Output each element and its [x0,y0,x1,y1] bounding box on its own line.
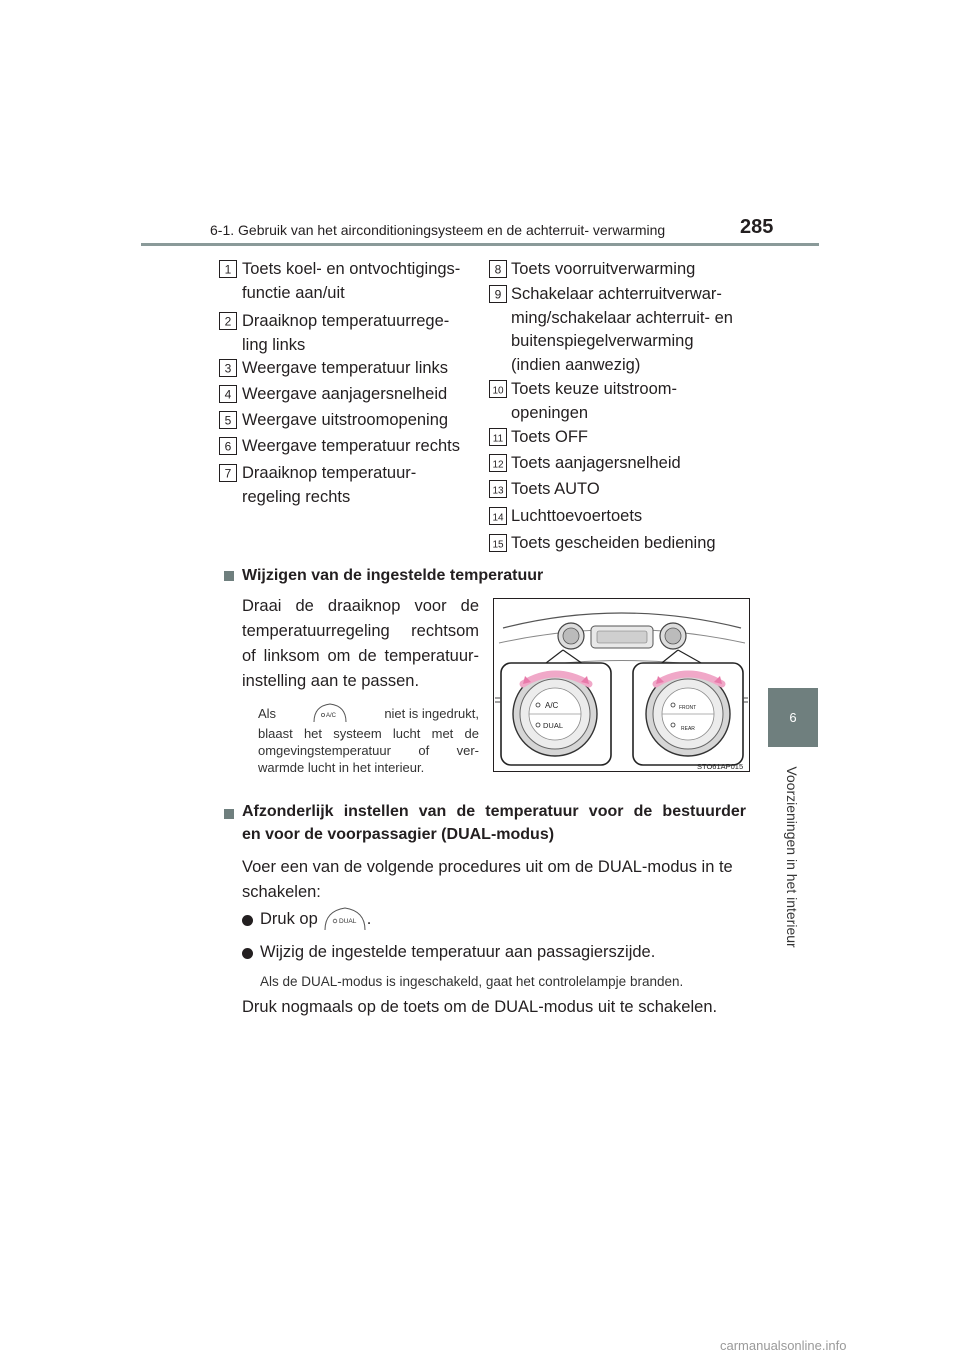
legend-number [489,260,507,278]
legend-item [511,452,681,476]
svg-text:2: 2 [224,314,232,329]
number-marker-icon [219,411,237,429]
legend-item-line: Toets OFF [511,428,589,446]
section2-bullet2: Wijzig de ingestelde temperatuur aan passagierszijde. [260,943,656,961]
svg-text:REAR: REAR [681,726,695,732]
svg-text:1: 1 [224,262,232,277]
chapter-number: 6 [789,710,797,725]
section2-bullet1 [260,906,371,932]
legend-item-line: functie aan/uit [242,283,345,302]
legend-item [511,283,733,377]
section2-intro-line: schakelen: [242,883,321,901]
section2-closing: Druk nogmaals op de toets om de DUAL-modus uit te schakelen. [242,998,718,1016]
bullet-dot-icon [242,915,253,926]
note-prefix: Als [258,705,277,721]
climate-control-illustration [493,598,750,772]
legend-item [242,357,448,381]
number-marker-icon [489,534,507,552]
legend-item [242,383,447,407]
legend-number [219,437,237,455]
section2-heading-line: Afzonderlijk instellen van de temperatuur voor de bestuurder [242,803,746,820]
legend-item-line: Toets gescheiden bediening [511,534,716,552]
legend-item [511,258,695,282]
climate-control-figure [493,598,750,772]
legend-item-line: Toets koel- en ontvochtigings- [242,260,461,278]
svg-text:8: 8 [494,262,502,277]
legend-item [242,258,460,305]
section2-note: Als de DUAL-modus is ingeschakeld, gaat het controlelampje branden. [260,974,684,989]
section1-body-line: temperatuurregeling rechtsom [242,622,479,640]
section1-body-line: instelling aan te passen. [242,672,420,690]
number-marker-icon [489,428,507,446]
number-marker-icon [219,359,237,377]
legend-item-line: openingen [511,403,589,422]
svg-text:DUAL: DUAL [338,918,357,925]
legend-number [489,507,507,525]
legend-item-line: Luchttoevoertoets [511,507,643,525]
legend-item [511,532,716,556]
legend-item-line: regeling rechts [242,487,351,506]
bullet1-suffix: . [366,909,372,928]
legend-item-line: ming/schakelaar achterruit- en [511,308,733,327]
svg-text:A/C: A/C [326,713,337,719]
legend-number [219,260,237,278]
number-marker-icon [489,507,507,525]
header-title: 6-1. Gebruik van het airconditioningsysteem en de achterruit- verwarming [210,222,666,238]
number-marker-icon [219,312,237,330]
chapter-side-label [781,757,803,957]
number-marker-icon [489,285,507,303]
figure-code: STO61AP015 [697,762,744,771]
legend-number [219,411,237,429]
svg-text:FRONT: FRONT [679,705,697,711]
number-marker-icon [219,260,237,278]
number-marker-icon [219,385,237,403]
legend-item [242,310,449,357]
svg-text:3: 3 [224,361,232,376]
legend-number [489,454,507,472]
svg-text:11: 11 [492,433,504,445]
section2-heading [242,800,746,846]
section1-body [242,594,479,694]
legend-item-line: Toets voorruitverwarming [511,260,696,278]
number-marker-icon [219,437,237,455]
svg-text:12: 12 [492,459,504,471]
section1-note [258,701,479,776]
page-number: 285 [740,216,774,238]
legend-item [242,435,460,459]
section2-intro-line: Voer een van de volgende procedures uit om de DUAL-modus in te [242,858,733,876]
bullet1-prefix: Druk op [260,909,318,928]
legend-item-line: Weergave aanjagersnelheid [242,385,448,403]
legend-item-line: Draaiknop temperatuurrege- [242,312,450,330]
number-marker-icon [219,464,237,482]
legend-item-line: Schakelaar achterruitverwar- [511,285,722,303]
svg-text:14: 14 [492,512,504,524]
legend-number [219,464,237,482]
legend-item [511,505,642,529]
legend-item-line: Toets aanjagersnelheid [511,454,681,472]
legend-item-line: Weergave temperatuur rechts [242,437,460,455]
section1-body-line: Draai de draaiknop voor de [242,597,479,615]
legend-item-line: buitenspiegelverwarming [511,332,694,350]
legend-item [242,462,416,509]
number-marker-icon [489,380,507,398]
legend-number [219,312,237,330]
note-line: omgevingstemperatuur of ver- [258,743,479,758]
chapter-tab [768,688,818,747]
svg-text:6: 6 [224,439,232,454]
svg-text:7: 7 [224,466,232,481]
number-marker-icon [489,480,507,498]
legend-item-line: Toets AUTO [511,480,600,498]
svg-text:10: 10 [492,385,504,397]
note-line: warmde lucht in het interieur. [258,760,425,775]
section1-heading: Wijzigen van de ingestelde temperatuur [242,567,544,584]
legend-item-line: (indien aanwezig) [511,355,641,374]
legend-item-line: Weergave temperatuur links [242,359,449,377]
legend-number [489,380,507,398]
note-suffix: niet is ingedrukt, [384,705,479,721]
svg-text:15: 15 [492,539,504,551]
legend-item [511,478,600,502]
svg-text:A/C: A/C [545,701,559,710]
legend-number [489,534,507,552]
section2-intro [242,855,748,905]
legend-item-line: Weergave uitstroomopening [242,411,449,429]
number-marker-icon [489,260,507,278]
legend-item [511,426,588,450]
dual-button-icon [323,906,367,932]
svg-text:4: 4 [224,387,232,402]
section-bullet-icon [224,809,234,819]
bullet-dot-icon [242,948,253,959]
section2-heading-line: en voor de voorpassagier (DUAL-modus) [242,826,555,843]
legend-item-line: Draaiknop temperatuur- [242,464,417,482]
svg-text:DUAL: DUAL [543,721,564,730]
section1-body-line: of linksom om de temperatuur- [242,647,479,665]
section-bullet-icon [224,571,234,581]
number-marker-icon [489,454,507,472]
legend-number [489,285,507,303]
legend-item [242,409,448,433]
legend-number [219,385,237,403]
legend-number [489,428,507,446]
svg-text:9: 9 [494,287,502,302]
chapter-side-label-text: Voorzieningen in het interieur [784,766,800,948]
svg-text:5: 5 [224,413,232,428]
svg-text:13: 13 [492,485,504,497]
note-line: blaast het systeem lucht met de [258,726,479,741]
legend-item-line: Toets keuze uitstroom- [511,380,677,398]
legend-number [489,480,507,498]
legend-item [511,378,677,425]
ac-button-icon [312,702,348,724]
watermark: carmanualsonline.info [720,1338,847,1353]
legend-number [219,359,237,377]
header-rule [141,243,819,246]
legend-item-line: ling links [242,335,306,354]
